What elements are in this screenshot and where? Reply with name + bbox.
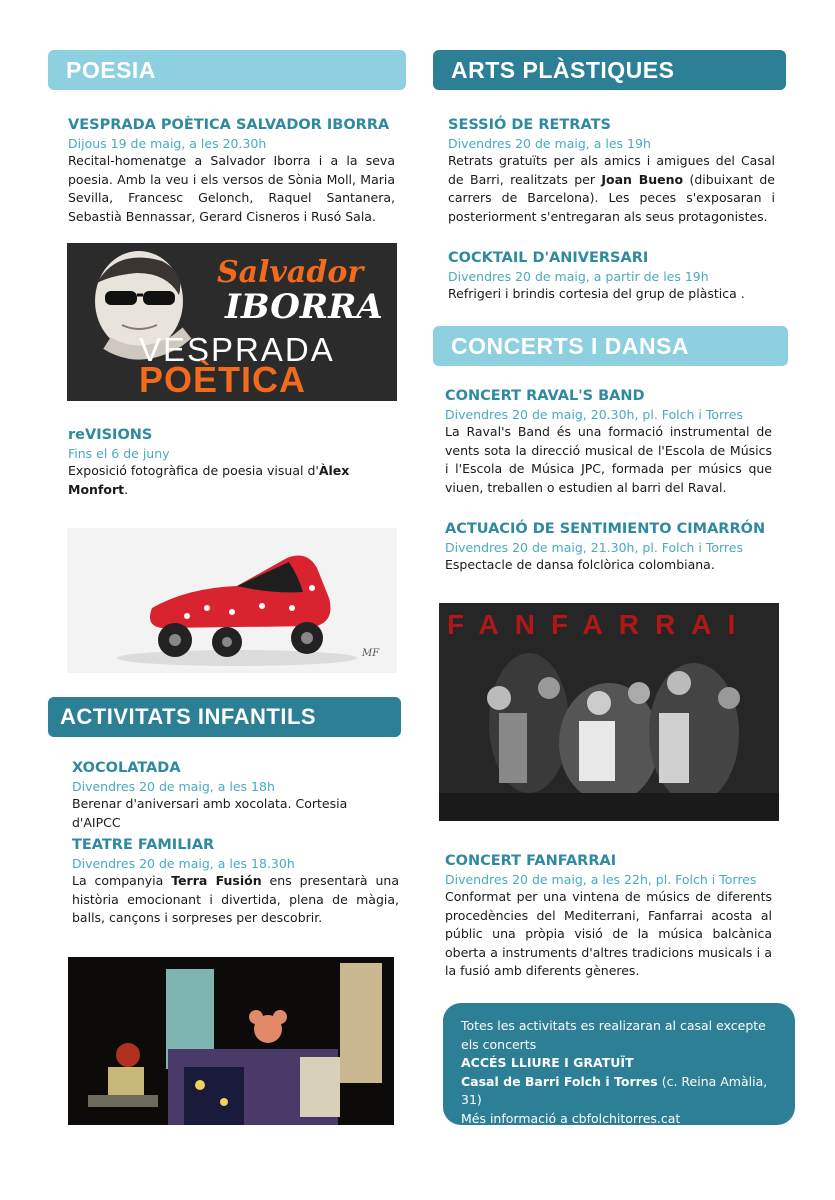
photo-signature: MF — [362, 648, 380, 659]
info-address: Casal de Barri Folch i Torres (c. Reina Amàlia, 31) — [461, 1073, 768, 1107]
poster-poetica: POÈTICA — [139, 359, 307, 400]
poesia-event-1 — [68, 116, 395, 226]
event-date: Divendres 20 de maig, a les 19h — [448, 136, 651, 151]
arts-event-1 — [448, 116, 775, 226]
event-title: CONCERT FANFARRAI — [445, 853, 617, 869]
info-website: Més informació a cbfolchitorres.cat — [461, 1110, 681, 1126]
event-date: Divendres 20 de maig, 20.30h, pl. Folch i Torres — [445, 407, 743, 422]
event-description: Espectacle de dansa folclòrica colombiana. — [445, 557, 715, 572]
poster-vesprada: VESPRADA — [139, 331, 335, 368]
poster-name-line2: IBORRA — [225, 287, 383, 327]
event-description: Retrats gratuïts per als amics i amigues del Casal de Barri, realitzats per Joan Bueno (dibuixant de carrers de Barcelona). Les peces s'exposaran i posteriorment s'entregaran als seus protagonistes. — [448, 153, 775, 224]
poesia-event-2 — [68, 426, 395, 499]
event-description: La Raval's Band és una formació instrumental de vents sota la direcció musical de l'Escola de Músics i l'Escola de Música JPC, formada per músics que viuen, treballen o estudien al barri del Raval. — [445, 424, 772, 495]
poesia-header: POESIA — [48, 50, 406, 90]
event-date: Dijous 19 de maig, a les 20.30h — [68, 136, 267, 151]
info-free-access: ACCÉS LLIURE I GRATUÏT — [461, 1055, 634, 1070]
event-title: XOCOLATADA — [72, 760, 181, 776]
event-date: Divendres 20 de maig, 21.30h, pl. Folch i Torres — [445, 540, 743, 555]
event-title: COCKTAIL D'ANIVERSARI — [448, 250, 649, 266]
event-title: TEATRE FAMILIAR — [72, 837, 215, 853]
event-date: Fins el 6 de juny — [68, 446, 170, 461]
fanfarrai-photo-title: FANFARRAI — [447, 609, 752, 640]
shoe-car-illustration — [67, 528, 397, 673]
event-description: Conformat per una vintena de músics de diferents procedències del Mediterrani, Fanfarrai acosta al públic una pròpia visió de la música balcànica oberta a instruments d'altres tradicions musicals i a la fusió amb diferents gèneres. — [445, 889, 772, 978]
arts-header: ARTS PLÀSTIQUES — [433, 50, 786, 90]
arts-event-2 — [448, 249, 775, 304]
poster-name-line1: Salvador — [217, 255, 364, 290]
concerts-event-3 — [445, 852, 772, 981]
event-title: SESSIÓ DE RETRATS — [448, 117, 611, 133]
event-date: Divendres 20 de maig, a les 18h — [72, 779, 275, 794]
info-box — [443, 1003, 795, 1125]
info-note: Totes les activitats es realizaran al casal excepte els concerts — [461, 1018, 766, 1052]
event-title: CONCERT RAVAL'S BAND — [445, 388, 645, 404]
teatre-familiar-photo — [68, 957, 394, 1125]
event-description: Berenar d'aniversari amb xocolata. Cortesia d'AIPCC — [72, 796, 348, 830]
event-title: ACTUACIÓ DE SENTIMIENTO CIMARRÓN — [445, 521, 766, 537]
event-date: Divendres 20 de maig, a les 22h, pl. Folch i Torres — [445, 872, 757, 887]
event-title: VESPRADA POÈTICA SALVADOR IBORRA — [68, 117, 390, 133]
concerts-event-2 — [445, 520, 775, 575]
fanfarrai-photo — [439, 603, 779, 821]
event-description: La companyia Terra Fusión ens presentarà una història emocionant i divertida, plena de màgia, balls, cançons i sorpreses per descobrir. — [72, 873, 399, 925]
event-description: Exposició fotogràfica de poesia visual d'Àlex Monfort. — [68, 463, 350, 497]
vesprada-poetica-poster — [67, 243, 397, 401]
event-description: Refrigeri i brindis cortesia del grup de plàstica . — [448, 286, 745, 301]
event-title: reVISIONS — [68, 427, 153, 443]
event-date: Divendres 20 de maig, a les 18.30h — [72, 856, 295, 871]
puppet-theatre-illustration — [68, 957, 394, 1125]
shoe-car-photo — [67, 528, 397, 673]
concerts-header: CONCERTS I DANSA — [433, 326, 788, 366]
infantils-event-2 — [72, 836, 399, 928]
event-description: Recital-homenatge a Salvador Iborra i a la seva poesia. Amb la veu i els versos de Sònia Moll, Maria Sevilla, Francesc Gelonch, Raquel Santanera, Sebastià Bennassar, Gerard Cisneros i Rusó Sala. — [68, 153, 395, 224]
infantils-header: ACTIVITATS INFANTILS — [48, 697, 401, 737]
infantils-event-1 — [72, 759, 398, 832]
concerts-event-1 — [445, 387, 772, 497]
event-date: Divendres 20 de maig, a partir de les 19h — [448, 269, 709, 284]
